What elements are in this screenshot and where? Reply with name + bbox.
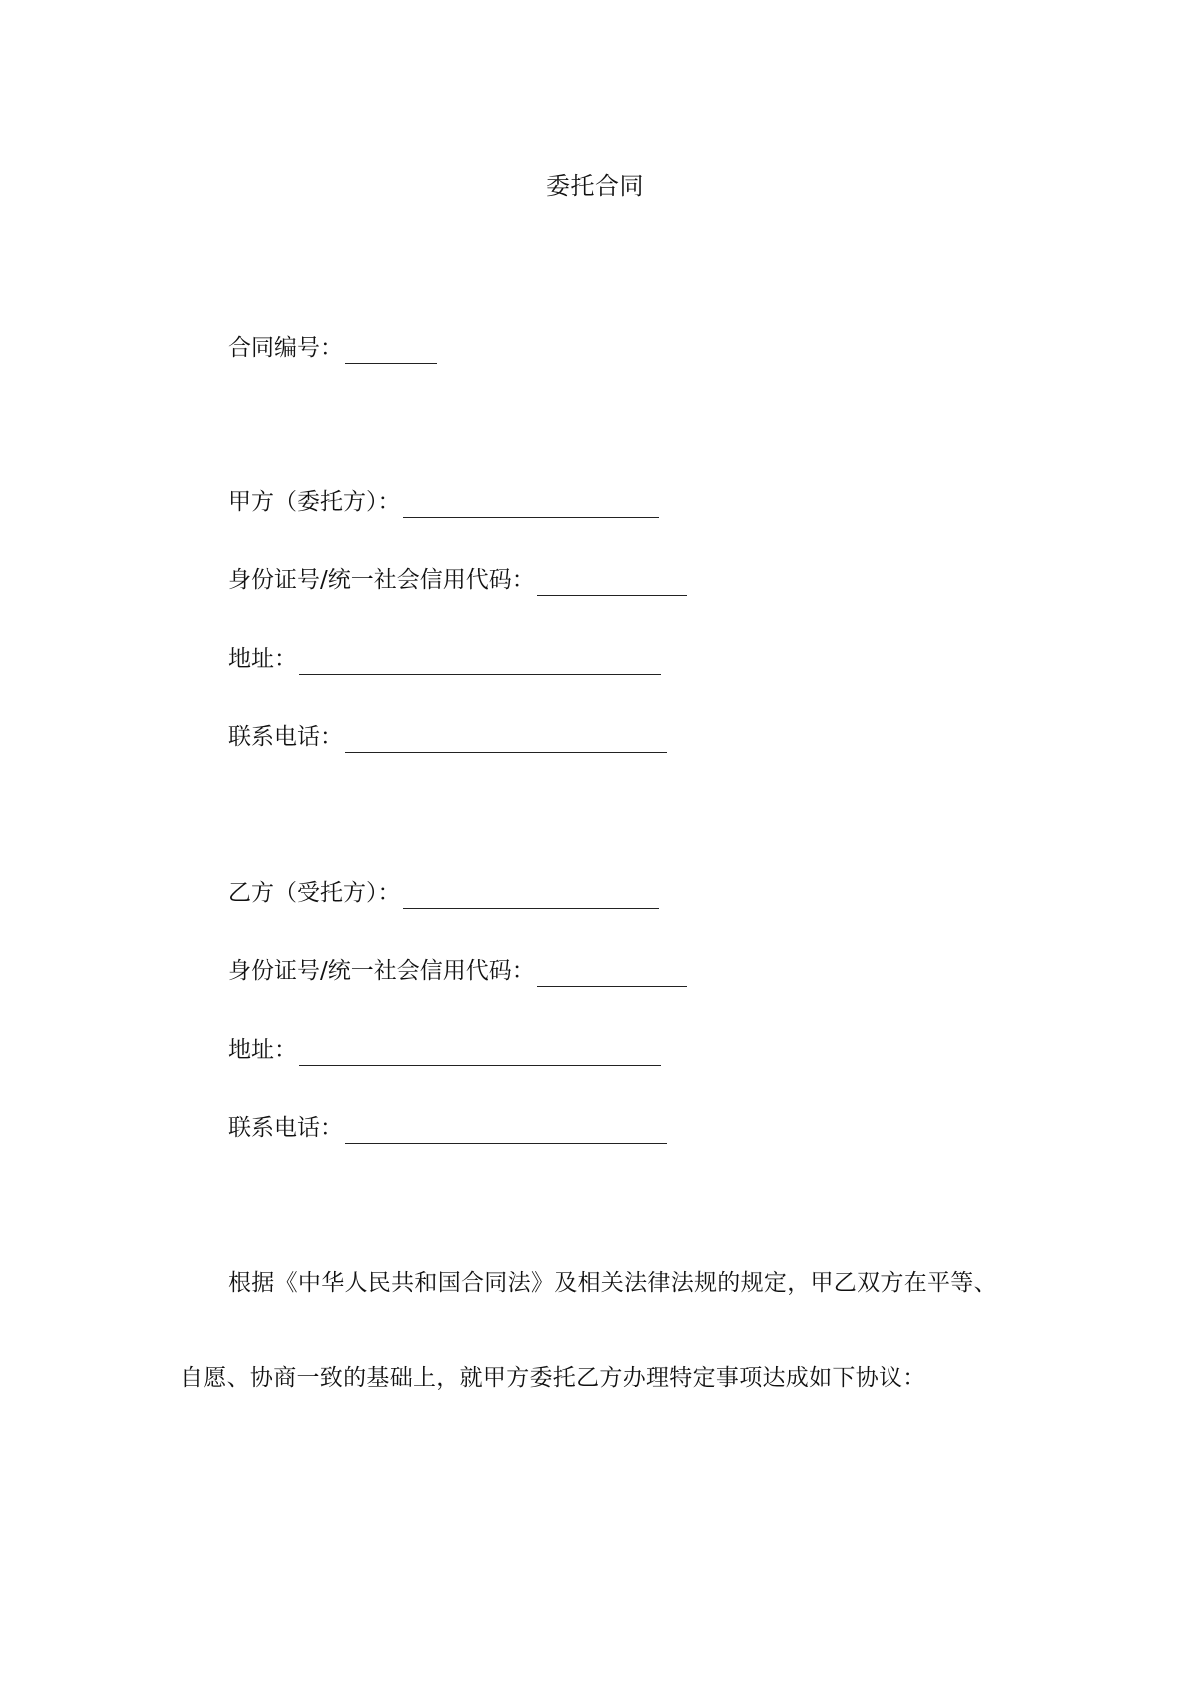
party-a-name-label: 甲方（委托方）： <box>228 489 401 515</box>
contract-number-blank[interactable] <box>345 337 437 364</box>
party-b-name-blank[interactable] <box>403 882 659 909</box>
party-a-name-blank[interactable] <box>403 491 659 518</box>
party-b-address-blank[interactable] <box>299 1039 661 1066</box>
party-b-id-label: 身份证号/统一社会信用代码： <box>228 958 535 984</box>
party-b-address-field <box>228 1034 661 1066</box>
document-title: 委托合同 <box>546 172 644 200</box>
preamble-line-1: 根据《中华人民共和国合同法》及相关法律法规的规定，甲乙双方在平等、 <box>228 1270 997 1296</box>
party-a-id-label: 身份证号/统一社会信用代码： <box>228 567 535 593</box>
party-b-name-label: 乙方（受托方）： <box>228 880 401 906</box>
party-b-phone-label: 联系电话： <box>228 1115 343 1141</box>
party-a-phone-blank[interactable] <box>345 726 667 753</box>
party-a-phone-field <box>228 721 667 753</box>
party-a-address-label: 地址： <box>228 646 297 672</box>
contract-number-label: 合同编号： <box>228 335 343 361</box>
party-a-id-blank[interactable] <box>537 569 687 596</box>
preamble-line-2: 自愿、协商一致的基础上，就甲方委托乙方办理特定事项达成如下协议： <box>180 1365 926 1391</box>
party-b-address-label: 地址： <box>228 1037 297 1063</box>
party-a-address-field <box>228 643 661 675</box>
party-b-phone-field <box>228 1112 667 1144</box>
party-a-phone-label: 联系电话： <box>228 724 343 750</box>
contract-number-field <box>228 332 437 364</box>
party-b-id-field <box>228 955 687 987</box>
party-b-name-field <box>228 877 659 909</box>
party-a-name-field <box>228 486 659 518</box>
party-a-id-field <box>228 564 687 596</box>
party-b-phone-blank[interactable] <box>345 1117 667 1144</box>
party-a-address-blank[interactable] <box>299 648 661 675</box>
party-b-id-blank[interactable] <box>537 960 687 987</box>
